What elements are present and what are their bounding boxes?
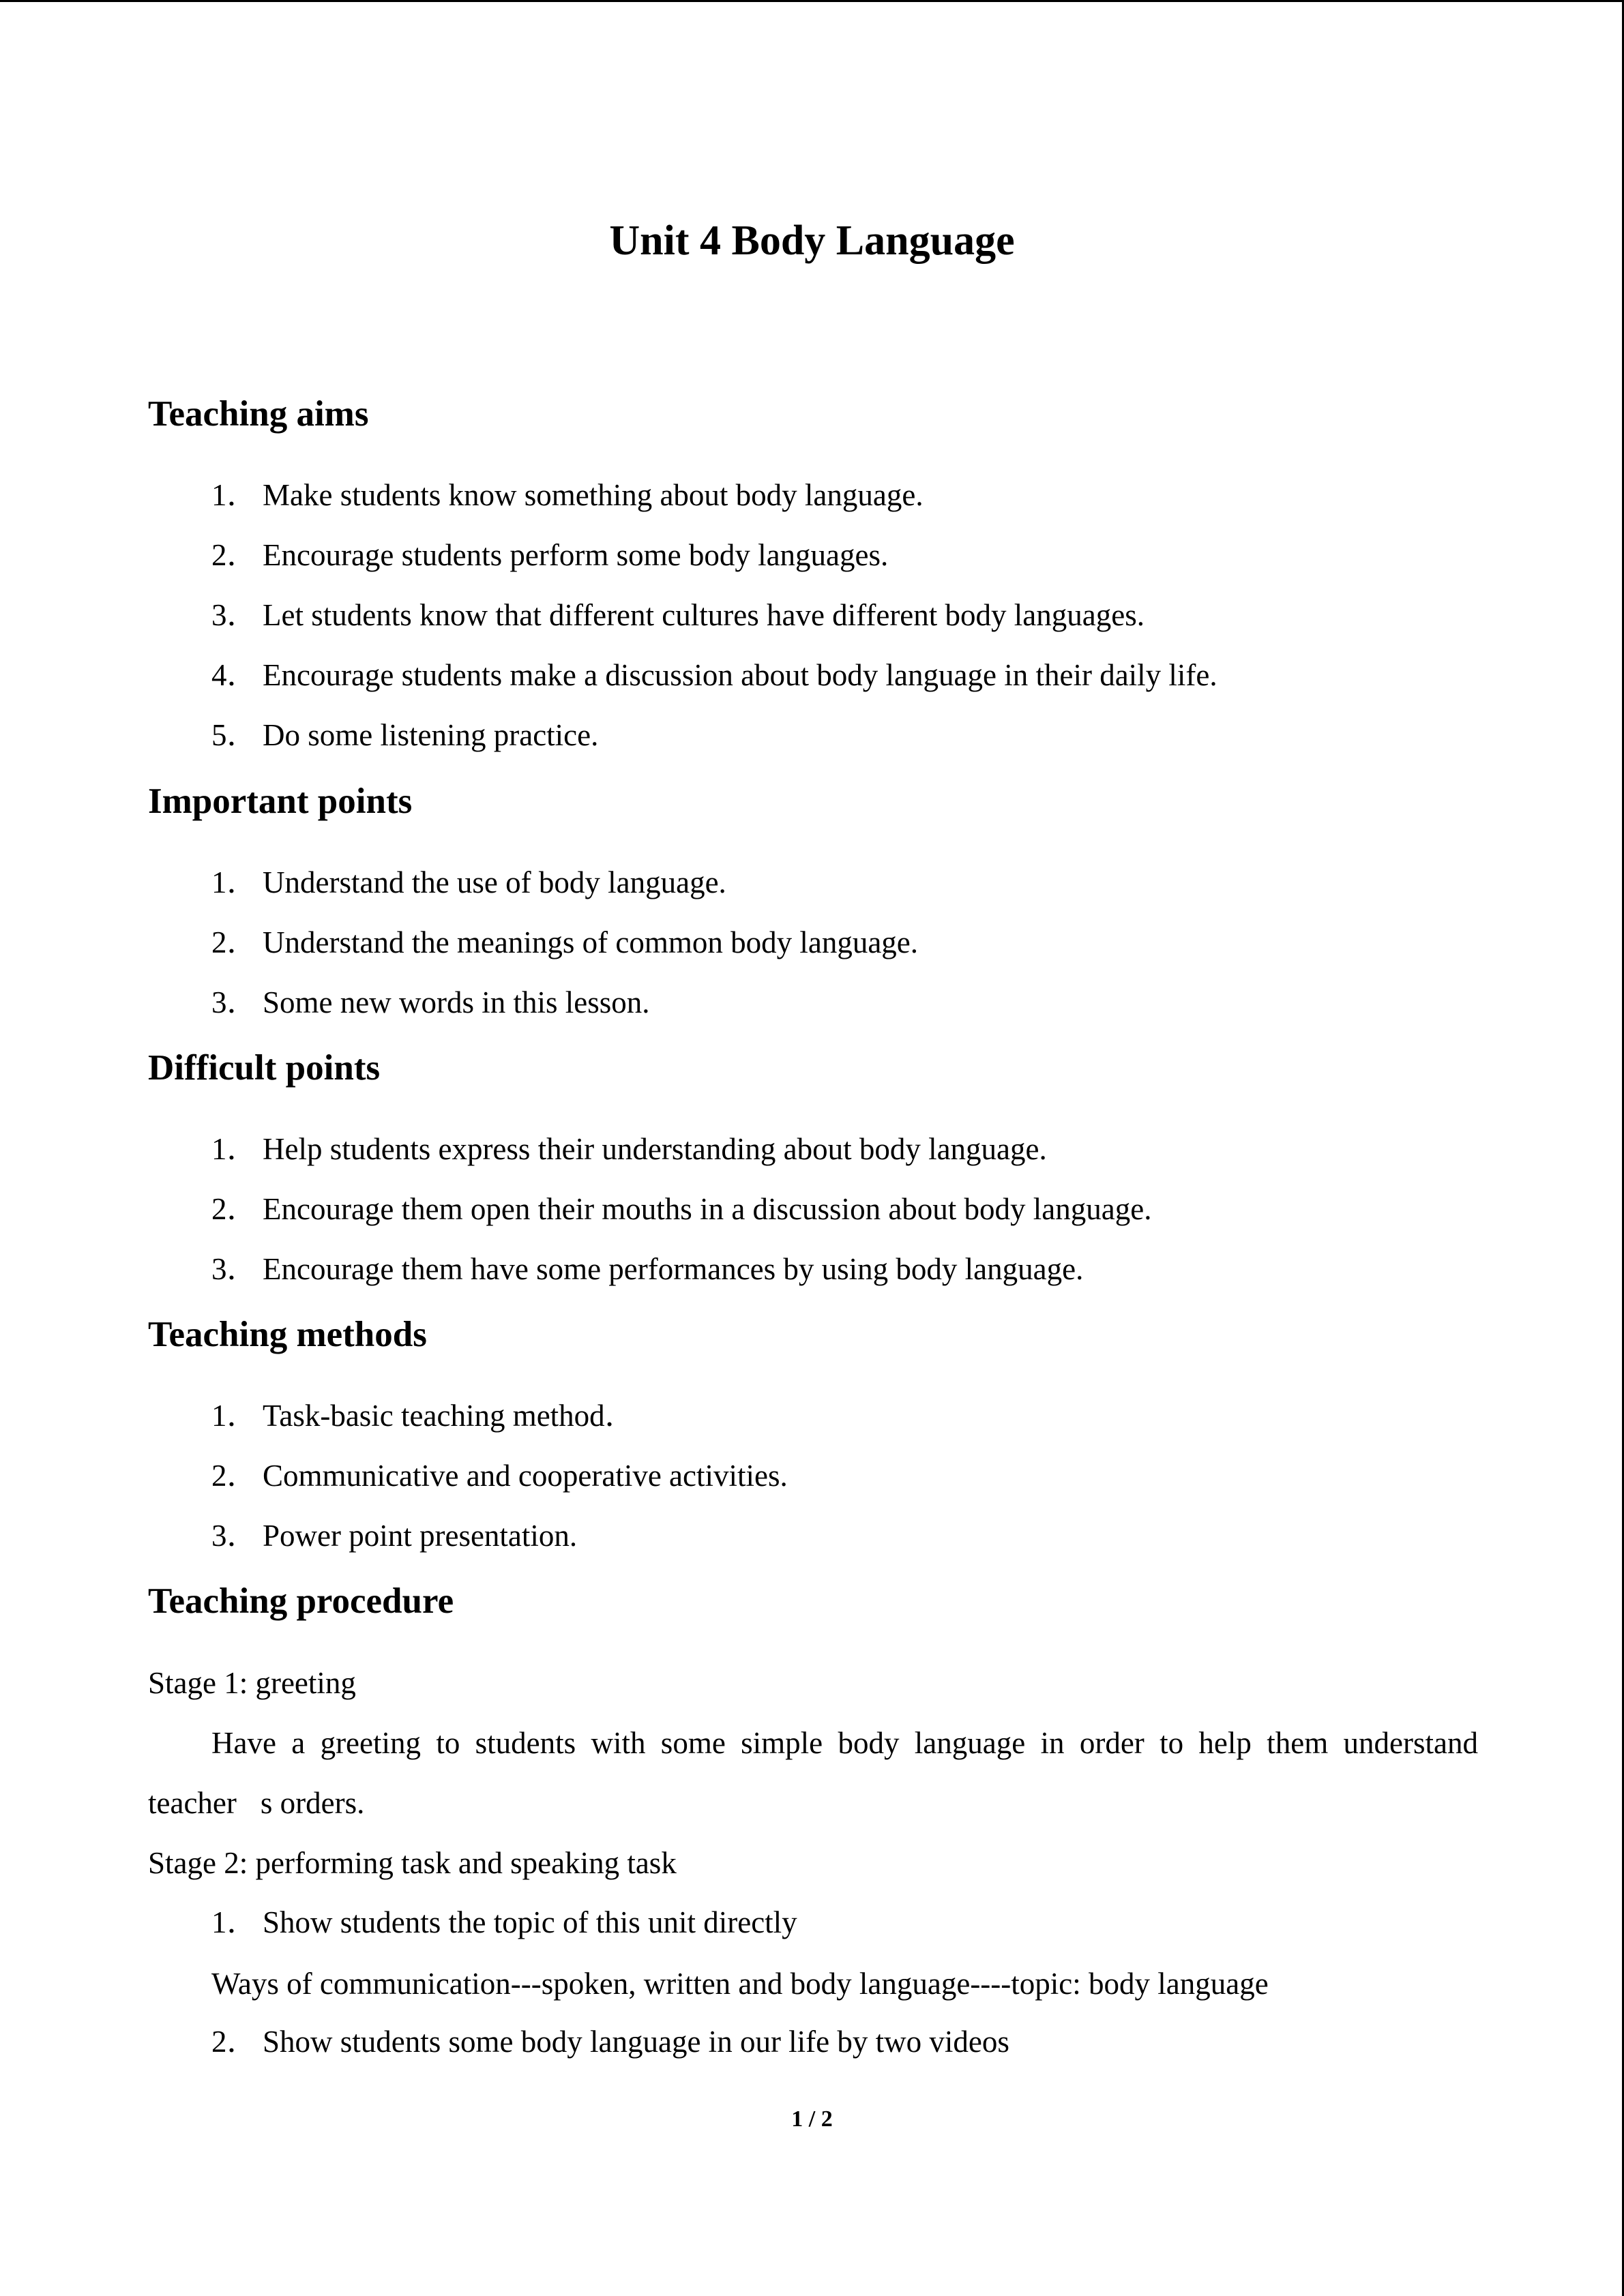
list-item [211, 655, 1217, 696]
list-number: 1． [211, 865, 258, 899]
list-number: 3． [211, 985, 258, 1019]
list-number: 3． [211, 1252, 258, 1286]
list-item [211, 922, 918, 963]
list-item [211, 1189, 1151, 1229]
list-item [211, 595, 1145, 636]
list-item [211, 475, 924, 516]
list-text: Encourage students make a discussion about body language in their daily life. [263, 658, 1217, 692]
page-top-border [0, 0, 1624, 2]
list-text: Communicative and cooperative activities. [263, 1459, 788, 1493]
list-number: 1． [211, 1399, 258, 1433]
list-text: Encourage students perform some body languages. [263, 538, 889, 572]
list-number: 3． [211, 598, 258, 632]
stage-1-label: Stage 1: greeting [148, 1666, 356, 1700]
document-title: Unit 4 Body Language [609, 218, 1015, 264]
stage-2-label: Stage 2: performing task and speaking task [148, 1846, 677, 1880]
list-number: 2． [211, 538, 258, 572]
section-heading-important-points: Important points [148, 781, 413, 821]
list-number: 2． [211, 2025, 258, 2059]
list-item [211, 862, 726, 903]
list-text: Task-basic teaching method． [263, 1399, 636, 1433]
list-text: Encourage them open their mouths in a discussion about body language. [263, 1192, 1152, 1226]
list-item [211, 1515, 577, 1556]
list-number: 3． [211, 1519, 258, 1553]
list-item [211, 1249, 1083, 1289]
stage-1-paragraph-line-1: Have a greeting to students with some simple body language in order to help them understand [211, 1726, 1478, 1760]
list-number: 4． [211, 658, 258, 692]
list-text: Encourage them have some performances by using body language. [263, 1252, 1084, 1286]
list-text: Show students some body language in our life by two videos [263, 2025, 1009, 2059]
list-item [211, 1902, 797, 1943]
list-number: 1． [211, 1132, 258, 1166]
list-text: Make students know something about body language. [263, 478, 924, 512]
list-number: 2． [211, 925, 258, 959]
list-item [211, 2021, 1009, 2062]
list-item [211, 1129, 1047, 1169]
section-heading-difficult-points: Difficult points [148, 1048, 381, 1088]
step-1-detail: Ways of communication---spoken, written and body language----topic: body language [211, 1967, 1269, 2001]
list-item [211, 1455, 788, 1496]
list-text: Help students express their understanding about body language. [263, 1132, 1047, 1166]
list-item [211, 982, 650, 1023]
page-number: 1 / 2 [791, 2106, 833, 2132]
list-number: 2． [211, 1459, 258, 1493]
list-text: Some new words in this lesson. [263, 985, 650, 1019]
list-text: Show students the topic of this unit directly [263, 1905, 797, 1939]
section-heading-teaching-procedure: Teaching procedure [148, 1581, 454, 1621]
list-item [211, 535, 888, 576]
list-number: 1． [211, 1905, 258, 1939]
list-number: 2． [211, 1192, 258, 1226]
list-number: 5． [211, 718, 258, 752]
list-item [211, 1395, 636, 1436]
section-heading-teaching-methods: Teaching methods [148, 1315, 427, 1354]
list-number: 1． [211, 478, 258, 512]
list-text: Do some listening practice. [263, 718, 599, 752]
section-heading-teaching-aims: Teaching aims [148, 394, 369, 434]
stage-1-paragraph-line-2: teacher s orders. [148, 1786, 365, 1820]
list-text: Understand the meanings of common body language. [263, 925, 919, 959]
list-text: Power point presentation. [263, 1519, 578, 1553]
list-item [211, 715, 598, 756]
list-text: Understand the use of body language. [263, 865, 726, 899]
list-text: Let students know that different cultures have different body languages. [263, 598, 1145, 632]
